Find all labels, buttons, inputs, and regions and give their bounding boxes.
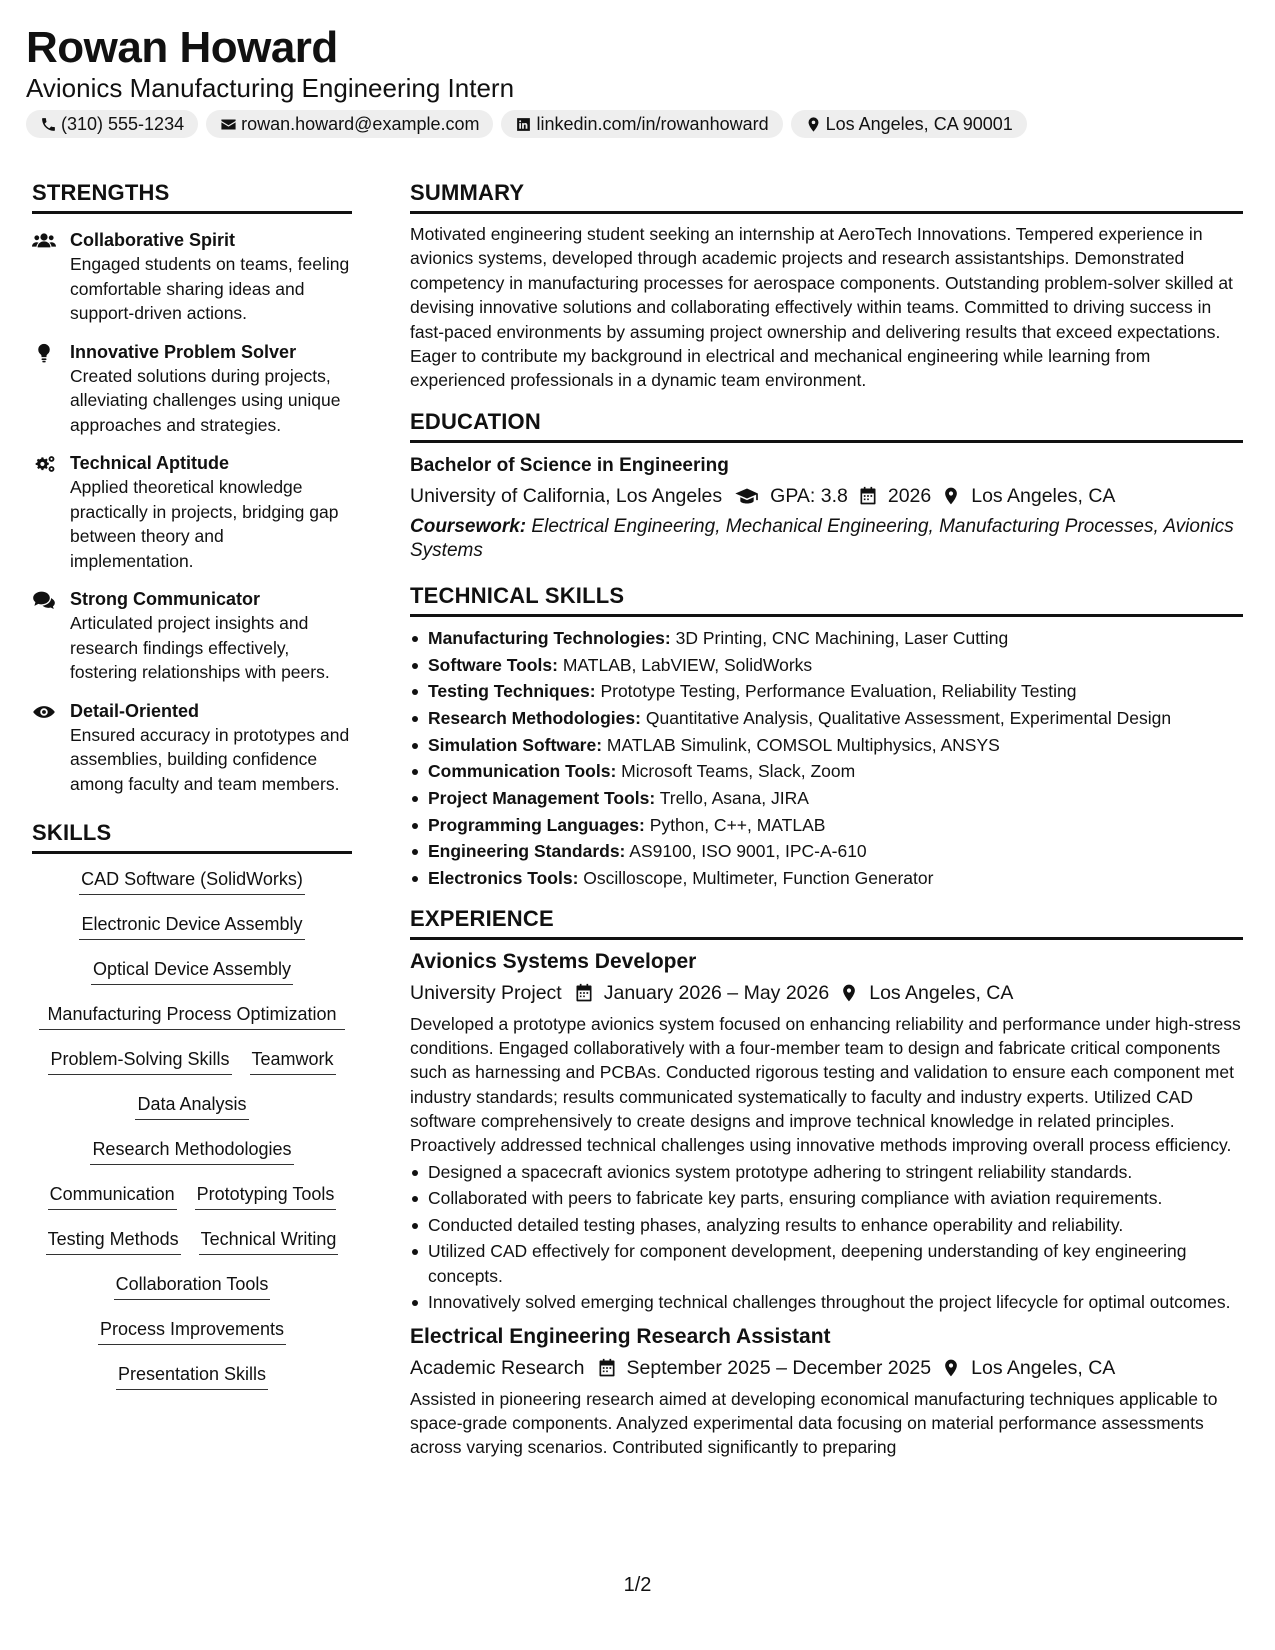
list-item: Electronics Tools: Oscilloscope, Multimeter, Function Generator xyxy=(410,865,1243,892)
email-text: rowan.howard@example.com xyxy=(241,113,480,134)
eye-icon xyxy=(32,702,56,722)
lightbulb-icon xyxy=(32,343,56,363)
phone-chip[interactable] xyxy=(26,110,198,138)
experience-entry xyxy=(410,948,1243,1315)
experience-entry xyxy=(410,1323,1243,1460)
skill-tag: Problem-Solving Skills xyxy=(48,1048,231,1075)
contact-bar xyxy=(26,110,1251,138)
strength-text: Ensured accuracy in prototypes and assemblies, building confidence among faculty and team members. xyxy=(70,724,350,794)
skill-tag: Research Methodologies xyxy=(90,1138,293,1165)
calendar-icon xyxy=(858,486,878,506)
strength-heading: Strong Communicator xyxy=(70,589,261,609)
list-item: Manufacturing Technologies: 3D Printing, CNC Machining, Laser Cutting xyxy=(410,625,1243,652)
strength-heading: Detail-Oriented xyxy=(70,700,200,721)
map-pin-icon xyxy=(941,486,961,506)
page-indicator: 1/2 xyxy=(623,1574,652,1596)
skills-heading: SKILLS xyxy=(32,818,352,854)
job-title: Avionics Systems Developer xyxy=(410,949,697,973)
map-pin-icon xyxy=(839,983,859,1003)
right-column xyxy=(410,178,1243,1460)
job-dates: January 2026 – May 2026 xyxy=(603,981,830,1004)
job-location: Los Angeles, CA xyxy=(971,1356,1116,1379)
strength-item xyxy=(32,699,352,797)
summary-heading: SUMMARY xyxy=(410,178,1243,214)
calendar-icon xyxy=(574,983,594,1003)
location-text: Los Angeles, CA 90001 xyxy=(825,113,1013,134)
list-item: Designed a spacecraft avionics system prototype adhering to stringent reliability standards. xyxy=(410,1160,1243,1185)
skill-tag: Communication xyxy=(48,1183,177,1210)
comments-icon xyxy=(32,590,56,610)
job-meta xyxy=(410,1353,1243,1383)
list-item: Collaborated with peers to fabricate key parts, ensuring compliance with aviation requirements. xyxy=(410,1186,1243,1211)
email-chip[interactable] xyxy=(206,110,493,138)
skill-tag: Teamwork xyxy=(250,1048,336,1075)
skill-tag: Manufacturing Process Optimization xyxy=(39,1003,345,1030)
candidate-name: Rowan Howard xyxy=(26,23,338,72)
job-dates: September 2025 – December 2025 xyxy=(626,1356,932,1379)
list-item: Research Methodologies: Quantitative Analysis, Qualitative Assessment, Experimental Design xyxy=(410,705,1243,732)
linkedin-chip[interactable] xyxy=(501,110,782,138)
strengths-heading: STRENGTHS xyxy=(32,178,352,214)
education-location: Los Angeles, CA xyxy=(971,484,1116,507)
left-column xyxy=(32,178,352,1408)
strength-heading: Innovative Problem Solver xyxy=(70,341,297,362)
candidate-title: Avionics Manufacturing Engineering Intern xyxy=(26,73,515,103)
resume-header xyxy=(26,22,1251,138)
job-description: Developed a prototype avionics system focused on enhancing reliability and performance under high-stress conditions. Engaged collaboratively with a four-member team to design and fabricate critical components such as harnessing and PCBAs. Conducted rigorous testing and validation to ensure each component met industry standards; results communicated systematically to faculty and industry experts. Utilized CAD software comprehensively to create designs and improve technical knowledge in related principles. Proactively addressed technical challenges using innovative methods improving overall process efficiency. xyxy=(410,1013,1241,1156)
list-item: Engineering Standards: AS9100, ISO 9001, IPC-A-610 xyxy=(410,838,1243,865)
strength-text: Engaged students on teams, feeling comfortable sharing ideas and support-driven actions. xyxy=(70,254,350,323)
envelope-icon xyxy=(220,116,237,133)
experience-heading: EXPERIENCE xyxy=(410,904,1243,940)
strength-text: Articulated project insights and research findings effectively, fostering relationships with peers. xyxy=(70,613,330,682)
strength-heading: Collaborative Spirit xyxy=(70,230,236,250)
list-item: Project Management Tools: Trello, Asana, JIRA xyxy=(410,785,1243,812)
linkedin-icon xyxy=(515,116,532,133)
strength-item xyxy=(32,451,352,573)
location-chip[interactable] xyxy=(791,110,1027,138)
graduation-cap-icon xyxy=(734,486,760,506)
skill-tag: Prototyping Tools xyxy=(195,1183,337,1210)
skill-tag: Collaboration Tools xyxy=(114,1273,271,1300)
calendar-icon xyxy=(597,1358,617,1378)
skill-tag: Process Improvements xyxy=(98,1318,286,1345)
job-org: University Project xyxy=(410,981,562,1004)
list-item: Communication Tools: Microsoft Teams, Slack, Zoom xyxy=(410,758,1243,785)
technical-skills-heading: TECHNICAL SKILLS xyxy=(410,581,1243,617)
list-item: Innovatively solved emerging technical challenges throughout the project lifecycle for optimal outcomes. xyxy=(410,1290,1243,1315)
strength-heading: Technical Aptitude xyxy=(70,453,230,473)
list-item: Conducted detailed testing phases, analyzing results to enhance operability and reliability. xyxy=(410,1213,1243,1238)
list-item: Software Tools: MATLAB, LabVIEW, SolidWorks xyxy=(410,652,1243,679)
summary-text: Motivated engineering student seeking an internship at AeroTech Innovations. Tempered experience in avionics systems, developed through academic projects and research assistantships. Demonstrated competency in manufacturing processes for aerospace components. Outstanding problem-solver skilled at devising innovative solutions and collaborating effectively within teams. Committed to driving success in fast-paced environments by assuming project ownership and delivering results that exceed expectations. Eager to contribute my background in electrical and mechanical engineering while learning from experienced professionals in a dynamic team environment. xyxy=(410,224,1233,391)
list-item: Utilized CAD effectively for component development, deepening understanding of key engineering concepts. xyxy=(410,1239,1243,1288)
skill-tag: CAD Software (SolidWorks) xyxy=(79,868,305,895)
job-description: Assisted in pioneering research aimed at developing economical manufacturing techniques applicable to space-grade components. Analyzed experimental data focusing on material performance assessments across varying scenarios. Contributed significantly to preparing xyxy=(410,1388,1218,1458)
phone-icon xyxy=(40,116,57,133)
job-location: Los Angeles, CA xyxy=(869,981,1014,1004)
job-title: Electrical Engineering Research Assistant xyxy=(410,1324,831,1348)
education-meta xyxy=(410,481,1243,511)
technical-skills-list xyxy=(410,625,1243,892)
strength-item xyxy=(32,587,352,685)
list-item: Programming Languages: Python, C++, MATLAB xyxy=(410,812,1243,839)
strength-text: Created solutions during projects, alleviating challenges using unique approaches and strategies. xyxy=(70,365,341,435)
map-pin-icon xyxy=(941,1358,961,1378)
list-item: Simulation Software: MATLAB Simulink, COMSOL Multiphysics, ANSYS xyxy=(410,732,1243,759)
graduation-year: 2026 xyxy=(887,484,932,507)
skills-list xyxy=(32,868,352,1390)
school-name: University of California, Los Angeles xyxy=(410,484,723,507)
skill-tag: Technical Writing xyxy=(199,1228,339,1255)
job-meta xyxy=(410,978,1243,1008)
linkedin-text: linkedin.com/in/rowanhoward xyxy=(536,113,769,134)
job-org: Academic Research xyxy=(410,1356,585,1379)
degree-name: Bachelor of Science in Engineering xyxy=(410,454,729,476)
skill-tag: Presentation Skills xyxy=(116,1363,268,1390)
skill-tag: Electronic Device Assembly xyxy=(79,913,304,940)
strength-text: Applied theoretical knowledge practically in projects, bridging gap between theory and implementation. xyxy=(70,477,339,571)
list-item: Testing Techniques: Prototype Testing, Performance Evaluation, Reliability Testing xyxy=(410,678,1243,705)
skill-tag: Data Analysis xyxy=(135,1093,248,1120)
phone-text: (310) 555-1234 xyxy=(61,113,185,134)
strength-item xyxy=(32,340,352,438)
gpa-text: GPA: 3.8 xyxy=(770,484,848,507)
gears-icon xyxy=(32,454,56,474)
job-bullets xyxy=(410,1160,1243,1315)
strength-item xyxy=(32,228,352,326)
users-icon xyxy=(32,231,56,251)
skill-tag: Optical Device Assembly xyxy=(91,958,293,985)
coursework-label: Coursework: xyxy=(410,515,527,537)
coursework xyxy=(410,515,1243,563)
coursework-list: Electrical Engineering, Mechanical Engineering, Manufacturing Processes, Avionics Systems xyxy=(410,515,1234,561)
map-pin-icon xyxy=(805,116,822,133)
skill-tag: Testing Methods xyxy=(46,1228,181,1255)
education-heading: EDUCATION xyxy=(410,407,1243,443)
